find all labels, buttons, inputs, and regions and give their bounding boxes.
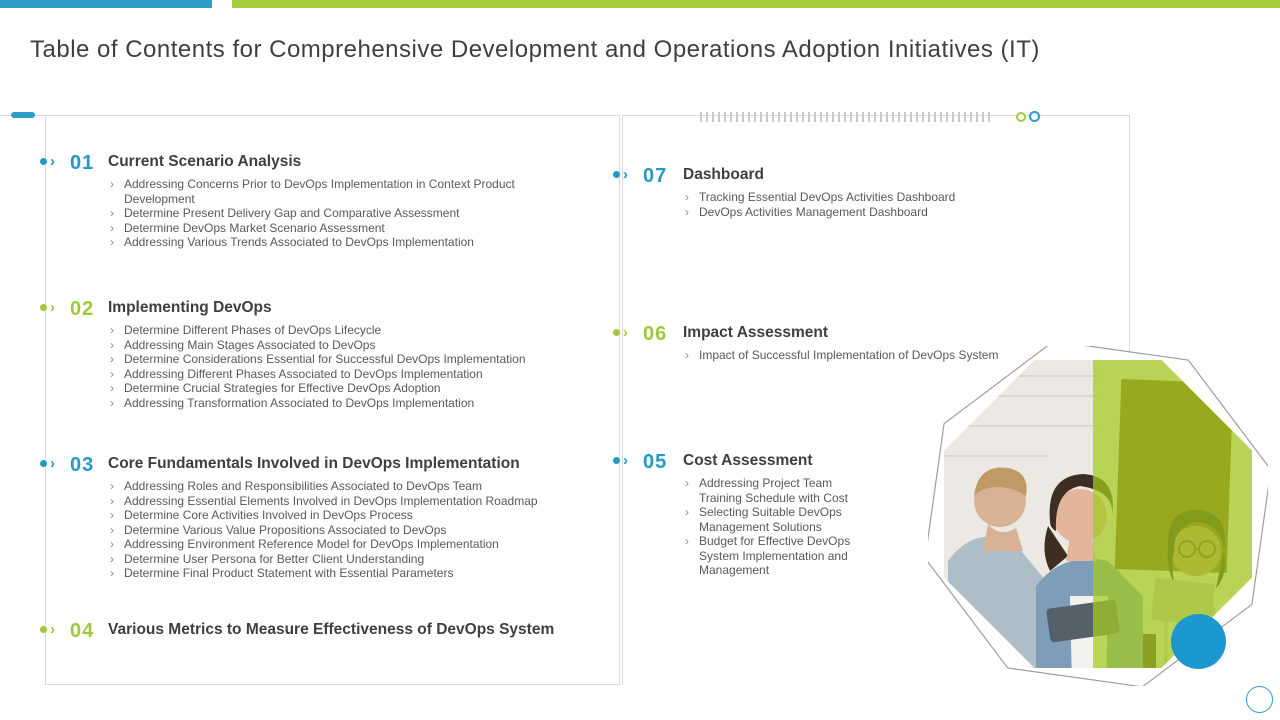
item-heading: Implementing DevOps [108, 299, 272, 316]
bullet-item [108, 177, 553, 206]
bullet-chevron-icon: › [110, 323, 114, 337]
item-number: 05 [643, 451, 668, 473]
bullet-chevron-icon: › [110, 352, 114, 366]
bullet-chevron-icon: › [110, 381, 114, 395]
bullet-item [683, 205, 1018, 220]
bullet-text: Determine Final Product Statement with Essential Parameters [124, 566, 454, 580]
item-heading: Dashboard [683, 166, 764, 183]
bullet-item [683, 505, 869, 534]
item-bullet-list [108, 177, 553, 250]
bullet-item [683, 190, 1018, 205]
bullet-chevron-icon: › [110, 206, 114, 220]
toc-item-02 [40, 296, 553, 410]
bullet-text: Determine Core Activities Involved in DevOps Process [124, 508, 413, 522]
bullet-text: Addressing Environment Reference Model for DevOps Implementation [124, 537, 499, 551]
item-marker [613, 163, 643, 183]
item-heading: Core Fundamentals Involved in DevOps Implementation [108, 455, 520, 472]
bullet-chevron-icon: › [685, 476, 689, 490]
bullet-item [108, 221, 553, 236]
item-number: 01 [70, 152, 95, 174]
bullet-item [108, 381, 553, 396]
bullet-chevron-icon: › [110, 235, 114, 249]
item-marker [40, 452, 70, 472]
bullet-text: Addressing Project Team Training Schedule with Cost [699, 476, 848, 505]
chevron-right-icon: › [50, 299, 55, 316]
bullet-text: Addressing Transformation Associated to DevOps Implementation [124, 395, 475, 410]
item-marker [613, 449, 643, 469]
blue-accent-circle [1171, 614, 1226, 669]
bullet-item [683, 476, 869, 505]
bullet-chevron-icon: › [685, 505, 689, 519]
item-number: 04 [70, 620, 95, 642]
bullet-text: Addressing Various Trends Associated to DevOps Implementation [124, 235, 474, 249]
bullet-text: Impact of Successful Implementation of DevOps System [699, 348, 999, 362]
bullet-item [108, 396, 553, 411]
bullet-text: Selecting Suitable DevOps Management Solutions [699, 505, 842, 534]
bullet-text: Determine Different Phases of DevOps Lifecycle [124, 323, 382, 337]
bullet-text: Addressing Main Stages Associated to DevOps [124, 337, 376, 352]
dot-icon [40, 304, 47, 311]
bullet-text: Determine Various Value Propositions Associated to DevOps [124, 522, 447, 537]
green-ring-icon [1016, 112, 1026, 122]
teal-ring-icon [1029, 111, 1040, 122]
bullet-text: Addressing Concerns Prior to DevOps Implementation in Context Product Development [124, 177, 515, 206]
bullet-item [108, 566, 553, 581]
bullet-chevron-icon: › [110, 537, 114, 551]
toc-item-05 [613, 449, 869, 578]
bullet-chevron-icon: › [110, 493, 114, 508]
bullet-text: Tracking Essential DevOps Activities Dashboard [699, 190, 956, 204]
bullet-item [108, 235, 553, 250]
chevron-right-icon: › [50, 153, 55, 170]
bullet-text: Determine Present Delivery Gap and Comparative Assessment [124, 206, 460, 220]
item-number: 07 [643, 165, 668, 187]
bullet-item [108, 338, 553, 353]
dot-icon [40, 158, 47, 165]
item-bullet-list [108, 323, 553, 410]
item-heading: Impact Assessment [683, 324, 829, 341]
top-accent-bar-blue [0, 0, 212, 8]
bullet-text: Determine DevOps Market Scenario Assessment [124, 220, 385, 235]
bullet-text: Determine Considerations Essential for Successful DevOps Implementation [124, 352, 526, 366]
chevron-right-icon: › [623, 324, 628, 341]
item-number: 06 [643, 323, 668, 345]
item-marker [40, 150, 70, 170]
bullet-item [108, 552, 553, 567]
item-number: 02 [70, 298, 95, 320]
bullet-chevron-icon: › [110, 220, 114, 235]
bullet-item [108, 508, 553, 523]
bullet-item [108, 367, 553, 382]
bullet-item [108, 323, 553, 338]
item-marker [613, 321, 643, 341]
bullet-chevron-icon: › [110, 177, 114, 191]
bullet-item [108, 206, 553, 221]
bullet-chevron-icon: › [110, 522, 114, 537]
bullet-item [108, 523, 553, 538]
toc-item-07 [613, 163, 1018, 219]
toc-item-01 [40, 150, 553, 250]
bullet-chevron-icon: › [685, 348, 689, 362]
item-bullet-list [683, 476, 869, 578]
bullet-text: Addressing Roles and Responsibilities Associated to DevOps Team [124, 479, 482, 493]
bullet-text: DevOps Activities Management Dashboard [699, 204, 928, 219]
item-heading: Various Metrics to Measure Effectiveness of DevOps System [108, 621, 555, 638]
corner-ring-icon [1246, 686, 1273, 713]
bullet-item [108, 537, 553, 552]
item-bullet-list [108, 479, 553, 581]
bullet-chevron-icon: › [110, 395, 114, 410]
bullet-text: Determine User Persona for Better Client Understanding [124, 551, 425, 566]
bullet-chevron-icon: › [685, 190, 689, 204]
bullet-chevron-icon: › [110, 566, 114, 580]
item-heading: Cost Assessment [683, 452, 813, 469]
toc-item-04 [40, 618, 554, 645]
item-marker [40, 618, 70, 638]
dot-icon [40, 626, 47, 633]
chevron-right-icon: › [50, 455, 55, 472]
bullet-item [108, 352, 553, 367]
bullet-item [108, 479, 553, 494]
dot-icon [613, 329, 620, 336]
item-bullet-list [683, 190, 1018, 219]
bullet-chevron-icon: › [685, 534, 689, 548]
bullet-chevron-icon: › [110, 508, 114, 522]
top-accent-bar-green [232, 0, 1280, 8]
dot-icon [613, 457, 620, 464]
bullet-item [108, 494, 553, 509]
bullet-text: Budget for Effective DevOps System Implementation and Management [699, 534, 851, 577]
bullet-chevron-icon: › [110, 551, 114, 566]
chevron-right-icon: › [50, 621, 55, 638]
bullet-chevron-icon: › [110, 366, 114, 381]
page-title: Table of Contents for Comprehensive Development and Operations Adoption Initiatives (IT) [30, 36, 1040, 63]
bullet-text: Addressing Essential Elements Involved in DevOps Implementation Roadmap [124, 493, 538, 508]
bullet-chevron-icon: › [110, 337, 114, 352]
bullet-item [683, 534, 869, 578]
toc-item-03 [40, 452, 553, 581]
item-number: 03 [70, 454, 95, 476]
left-blue-dash [11, 112, 35, 118]
dot-icon [40, 460, 47, 467]
chevron-right-icon: › [623, 166, 628, 183]
chevron-right-icon: › [623, 452, 628, 469]
tick-pattern [700, 112, 992, 122]
bullet-text: Addressing Different Phases Associated to DevOps Implementation [124, 366, 483, 381]
bullet-chevron-icon: › [110, 479, 114, 493]
item-heading: Current Scenario Analysis [108, 153, 302, 170]
dot-icon [613, 171, 620, 178]
item-marker [40, 296, 70, 316]
bullet-chevron-icon: › [685, 204, 689, 219]
bullet-text: Determine Crucial Strategies for Effective DevOps Adoption [124, 381, 441, 395]
